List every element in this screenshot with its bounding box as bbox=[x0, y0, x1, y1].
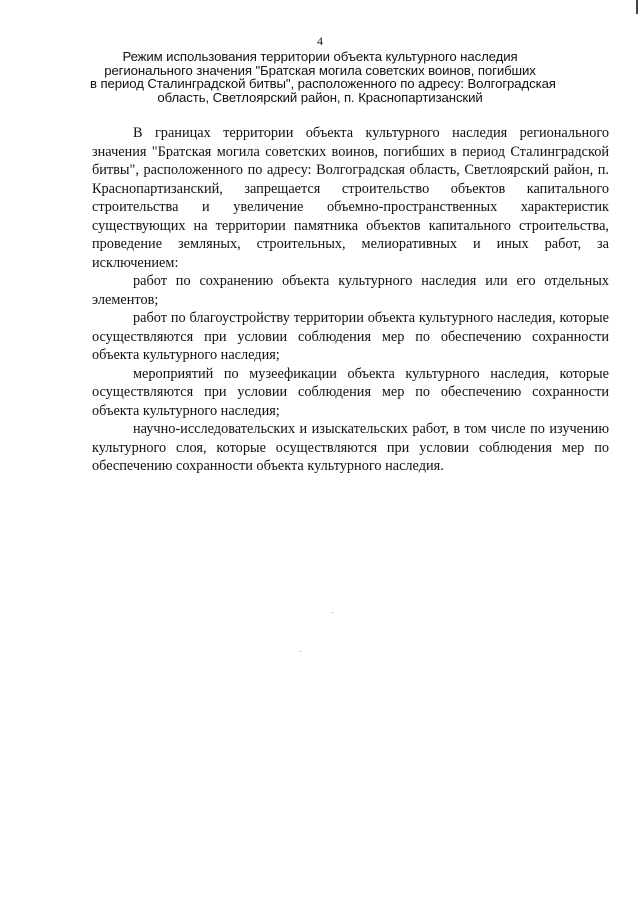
document-body bbox=[92, 124, 609, 476]
heading-line: в период Сталинградской битвы", расположенного по адресу: Волгоградская bbox=[90, 76, 556, 92]
exception-item: научно-исследовательских и изыскательских работ, в том числе по изучению культурного слоя, которые осуществляются при условии соблюдения мер по обеспечению сохранности объекта культурного наследия. bbox=[92, 421, 609, 474]
heading-line: область, Светлоярский район, п. Краснопартизанский bbox=[157, 89, 483, 105]
heading-line: регионального значения "Братская могила советских воинов, погибших bbox=[104, 62, 536, 78]
page-number: 4 bbox=[317, 34, 323, 48]
scan-speck bbox=[332, 612, 333, 613]
scan-speck bbox=[300, 651, 301, 652]
scan-edge-mark bbox=[636, 0, 638, 14]
exception-item: мероприятий по музеефикации объекта культурного наследия, которые осуществляются при условии соблюдения мер по обеспечению сохранности объекта культурного наследия; bbox=[92, 365, 609, 419]
exception-item: работ по благоустройству территории объекта культурного наследия, которые осуществляются при условии соблюдения мер по обеспечению сохранности объекта культурного наследия; bbox=[92, 310, 609, 363]
heading-line: Режим использования территории объекта культурного наследия bbox=[122, 49, 518, 64]
exception-item: работ по сохранению объекта культурного наследия или его отдельных элементов; bbox=[92, 273, 609, 308]
main-prohibition-paragraph: В границах территории объекта культурного наследия регионального значения "Братская могила советских воинов, погибших в период Сталинградской битвы", расположенного по адресу: Волгоградская область, Светлоярский район, п. Краснопартизанский, запрещается строительство объектов капитального строительства и увеличение объемно-пространственных характеристик существующих на территории памятника объектов капитального строительства, проведение земляных, строительных, мелиоративных и иных работ, за исключением: bbox=[92, 125, 609, 271]
document-heading bbox=[90, 49, 556, 105]
